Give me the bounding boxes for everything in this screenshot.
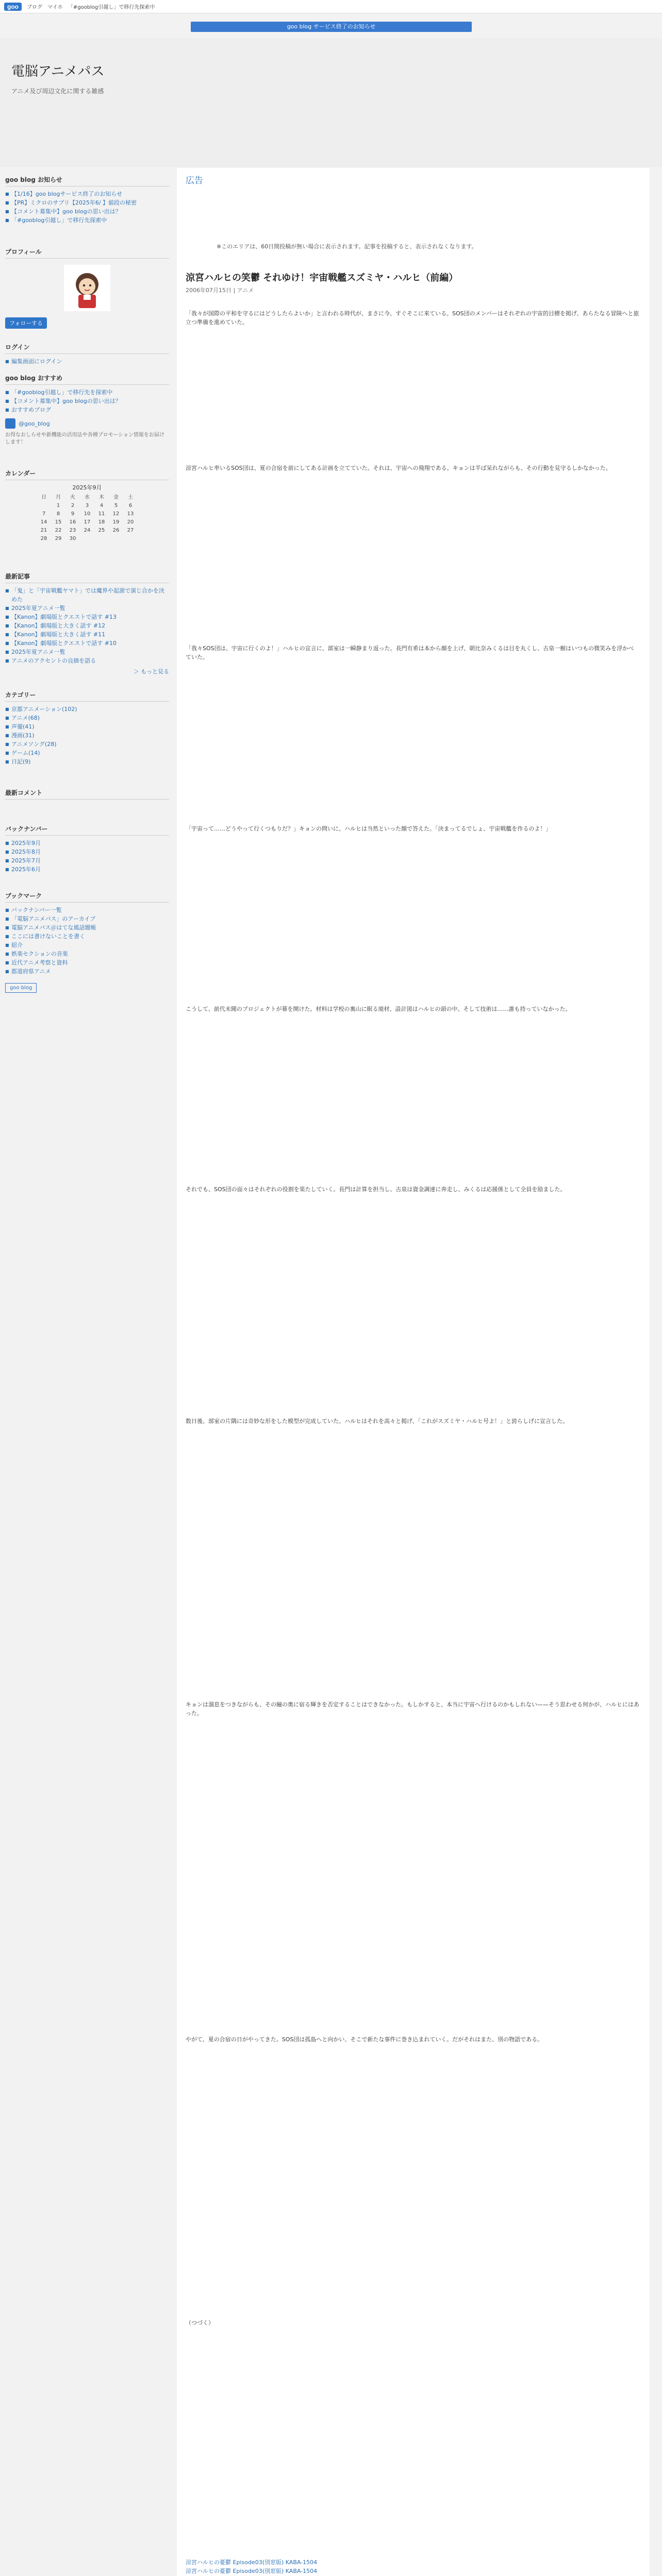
bookmark-section — [5, 889, 169, 993]
calendar-day[interactable]: 13 — [127, 511, 134, 517]
goo-blog-badge-label: goo blog — [10, 985, 32, 991]
calendar-day[interactable]: 28 — [40, 536, 47, 541]
calendar-day[interactable]: 10 — [84, 511, 91, 517]
backnumber-item[interactable]: ■ 2025年7月 — [5, 856, 169, 865]
calendar-day[interactable]: 14 — [40, 519, 47, 525]
post-paragraph: それでも、SOS団の面々はそれぞれの役割を果たしていく。長門は計算を担当し、古泉は資金調達に奔走し、みくるは応援係として全員を励ました。 — [186, 1186, 566, 1193]
ad-label: 広告 — [186, 176, 203, 186]
toplink-blog[interactable]: ブログ — [27, 5, 42, 10]
recommend-item[interactable]: ■ 【コメント募集中】goo blogの思い出は？ — [5, 397, 169, 405]
backnumber-section — [5, 822, 169, 874]
calendar-month: 2025年9月 — [72, 484, 102, 491]
recent-heading: 最新記事 — [5, 570, 169, 583]
ad-note: ※このエリアは、60日間投稿が無い場合に表示されます。記事を投稿すると、表示されなくなります。 — [217, 243, 477, 250]
calendar-weekday: 日 — [41, 495, 46, 500]
category-heading: カテゴリー — [5, 688, 169, 702]
calendar-day[interactable]: 5 — [114, 503, 118, 509]
recent-item[interactable]: ■ 【Kanon】劇場版と大きく話す #11 — [5, 630, 169, 639]
calendar-weekday: 月 — [56, 495, 61, 500]
login-heading: ログイン — [5, 341, 169, 354]
recent-more-link[interactable]: ＞ もっと見る — [133, 668, 169, 675]
notice-item[interactable]: ■ 「#gooblog引越し」で移行先探索中 — [5, 216, 169, 225]
video-link[interactable]: 涼宮ハルヒの憂鬱 Episode03(別窓版) KABA-1504 — [186, 2559, 318, 2566]
post-paragraph: （つづく） — [186, 2319, 214, 2326]
recent-item[interactable]: ■ 【Kanon】劇場版とクエストで話す #10 — [5, 639, 169, 648]
backnumber-item[interactable]: ■ 2025年8月 — [5, 848, 169, 856]
calendar-day[interactable]: 8 — [56, 511, 60, 517]
official-account[interactable] — [5, 418, 169, 429]
category-item[interactable]: ■ ゲーム(14) — [5, 749, 169, 757]
toplink-myhome[interactable]: マイホ — [47, 5, 63, 10]
post-title[interactable]: 涼宮ハルヒの笑鬱 それゆけ！宇宙戦艦スズミヤ・ハルヒ（前編） — [186, 273, 458, 283]
backnumber-heading: バックナンバー — [5, 822, 169, 836]
bookmark-heading: ブックマーク — [5, 889, 169, 903]
avatar[interactable] — [64, 265, 110, 311]
post-paragraph: 「宇宙って……どうやって行くつもりだ？」キョンの問いに、ハルヒは当然といった顔で答えた。「決まってるでしょ、宇宙戦艦を作るのよ！」 — [186, 825, 552, 832]
bookmark-item[interactable]: ■ バックナンバー一覧 — [5, 906, 169, 914]
calendar-weekday: 水 — [85, 495, 90, 500]
bookmark-item[interactable]: ■ 電脳アニメパス＠はてな風話題帳 — [5, 923, 169, 932]
calendar-day[interactable]: 27 — [127, 528, 134, 533]
recommend-heading: goo blog おすすめ — [5, 371, 169, 385]
calendar-day — [109, 535, 123, 543]
calendar-day[interactable]: 21 — [40, 528, 47, 533]
calendar-weekday: 木 — [99, 495, 104, 500]
goo-logo[interactable]: goo — [4, 3, 22, 11]
calendar-table — [37, 494, 138, 543]
calendar-day[interactable]: 17 — [84, 519, 91, 525]
bookmark-item[interactable]: ■ ここには書けないことを書く — [5, 932, 169, 941]
bookmark-item[interactable]: ■ 紹介 — [5, 941, 169, 950]
calendar-day[interactable]: 1 — [56, 503, 60, 509]
post-date: 2006年07月15日 | アニメ — [186, 287, 254, 294]
category-item[interactable]: ■ 声優(41) — [5, 722, 169, 731]
category-item[interactable]: ■ 日記(9) — [5, 757, 169, 766]
calendar-heading: カレンダー — [5, 467, 169, 480]
notice-item[interactable]: ■ 【コメント募集中】goo blogの思い出は？ — [5, 207, 169, 216]
calendar-day[interactable]: 7 — [42, 511, 46, 517]
goo-blog-icon — [5, 418, 15, 429]
calendar-day — [37, 502, 51, 510]
post-paragraph: 「我々SOS団は、宇宙に行くのよ！」ハルヒの宣言に、部室は一瞬静まり返った。長門有希は本から顔を上げ、朝比奈みくるは目を丸くし、古泉一樹はいつもの微笑みを浮かべていた。 — [186, 645, 634, 660]
recent-item[interactable]: ■ 【Kanon】劇場版とクエストで話す #13 — [5, 613, 169, 621]
calendar-day[interactable]: 16 — [69, 519, 76, 525]
calendar-day[interactable]: 26 — [112, 528, 120, 533]
post-paragraph: 「我々が国際の平和を守るにはどうしたらよいか」と言われる時代が、まさに今、すぐそこに来ている。SOS団のメンバーはそれぞれの宇宙的目標を掲げ、あらたなる冒険へと旅立つ準備を進めていた。 — [186, 310, 639, 326]
follow-button[interactable]: フォローする — [5, 317, 47, 329]
login-link[interactable]: ■ 編集画面にログイン — [5, 357, 169, 366]
post-paragraph: 涼宮ハルヒ率いるSOS団は、夏の合宿を前にしてある計画を立てていた。それは、宇宙への飛翔である。キョンは半ば呆れながらも、その行動を見守るしかなかった。 — [186, 465, 611, 471]
calendar-day[interactable]: 11 — [98, 511, 105, 517]
comment-heading: 最新コメント — [5, 786, 169, 800]
calendar-day[interactable]: 12 — [112, 511, 120, 517]
category-item[interactable]: ■ 京都アニメーション(102) — [5, 705, 169, 714]
calendar-weekday: 金 — [113, 495, 119, 500]
calendar-day[interactable]: 6 — [128, 503, 133, 509]
calendar-day[interactable]: 23 — [69, 528, 76, 533]
goo-blog-badge[interactable] — [5, 983, 37, 993]
calendar-day[interactable]: 30 — [69, 536, 76, 541]
recent-item[interactable]: ■ 2025年夏アニメ一覧 — [5, 604, 169, 613]
notice-item[interactable]: ■ 【1/16】goo blogサービス終了のお知らせ — [5, 190, 169, 198]
calendar-day[interactable]: 24 — [84, 528, 91, 533]
calendar-day[interactable]: 25 — [98, 528, 105, 533]
recent-item[interactable]: ■ 【Kanon】劇場版と大きく話す #12 — [5, 621, 169, 630]
comment-section — [5, 786, 169, 803]
category-section — [5, 688, 169, 766]
top-navigation-bar — [0, 0, 662, 13]
calendar-day[interactable]: 20 — [127, 519, 134, 525]
calendar-week-row — [37, 527, 138, 535]
calendar-day — [80, 535, 94, 543]
video-link-secondary[interactable]: 涼宮ハルヒの憂鬱 Episode03(別窓版) KABA-1504 — [186, 2568, 318, 2574]
calendar-day[interactable]: 2 — [71, 503, 75, 509]
backnumber-item[interactable]: ■ 2025年9月 — [5, 839, 169, 848]
blog-description: アニメ及び周辺文化に関する雑感 — [11, 88, 104, 95]
recent-section — [5, 570, 169, 675]
post-paragraph: こうして、前代未聞のプロジェクトが幕を開けた。材料は学校の裏山に眠る廃材、設計図はハルヒの頭の中、そして技術は……誰も持っていなかった。 — [186, 1006, 571, 1012]
calendar-week-row — [37, 510, 138, 518]
calendar-day — [94, 535, 109, 543]
calendar-week-row — [37, 535, 138, 543]
bookmark-item[interactable]: ■ 娯楽セクションの音楽 — [5, 950, 169, 958]
official-account-label[interactable]: @goo_blog — [19, 420, 50, 427]
calendar-day[interactable]: 18 — [98, 519, 105, 525]
calendar-day[interactable]: 29 — [55, 536, 62, 541]
calendar-weekday: 土 — [128, 495, 133, 500]
notice-item[interactable]: ■ 【PR】ミクロのサプリ【2025年6/ 】値段の秘密 — [5, 198, 169, 207]
calendar-day[interactable]: 4 — [100, 503, 104, 509]
calendar-day[interactable]: 3 — [85, 503, 89, 509]
calendar-week-row — [37, 502, 138, 510]
official-note: お得なおしらせや新機能の活用法や各種プロモーション情報をお届けします！ — [5, 432, 164, 445]
blog-title[interactable]: 電脳アニメパス — [11, 63, 105, 79]
calendar-day[interactable]: 22 — [55, 528, 62, 533]
recent-item[interactable]: ■ 「鬼」と「宇宙戦艦ヤマト」では魔界や起源で演じ合かを決めた — [5, 586, 169, 604]
recent-item[interactable]: ■ 2025年夏アニメ一覧 — [5, 648, 169, 656]
calendar-day[interactable]: 15 — [55, 519, 62, 525]
blog-header — [0, 38, 662, 167]
notice-section — [5, 173, 169, 225]
calendar-section — [5, 467, 169, 543]
calendar-week-row — [37, 518, 138, 527]
sidebar — [0, 168, 175, 1420]
calendar-weekday: 火 — [70, 495, 75, 500]
profile-heading: プロフィール — [5, 245, 169, 259]
bookmark-item[interactable]: ■ 近代アニメ考察と資料 — [5, 958, 169, 967]
toplink-migration[interactable]: 「#gooblog引越し」で移行先探索中 — [68, 5, 155, 10]
recent-item[interactable]: ■ アニメのアクセントの良価を語る — [5, 656, 169, 665]
post-paragraph: 数日後、部室の片隅には奇妙な形をした模型が完成していた。ハルヒはそれを高々と掲げ、「これがスズミヤ・ハルヒ号よ！」と誇らしげに宣言した。 — [186, 1418, 569, 1425]
recommend-section — [5, 371, 169, 446]
category-item[interactable]: ■ アニメソング(28) — [5, 740, 169, 749]
calendar-day — [123, 535, 138, 543]
bookmark-item[interactable]: ■ 都道府県アニメ — [5, 967, 169, 976]
calendar-weekdays — [37, 494, 138, 502]
post-paragraph: キョンは溜息をつきながらも、その瞳の奥に宿る輝きを否定することはできなかった。もしかすると、本当に宇宙へ行けるのかもしれない——そう思わせる何かが、ハルヒにはあった。 — [186, 1701, 639, 1717]
service-end-banner[interactable]: goo blog サービス終了のお知らせ — [191, 22, 472, 32]
calendar-day[interactable]: 9 — [71, 511, 75, 517]
category-item[interactable]: ■ 漫画(31) — [5, 731, 169, 740]
calendar-day[interactable]: 19 — [112, 519, 120, 525]
category-item[interactable]: ■ アニメ(68) — [5, 714, 169, 722]
notice-heading: goo blog お知らせ — [5, 173, 169, 187]
recommend-item[interactable]: ■ おすすめブログ — [5, 405, 169, 414]
post-paragraph: やがて、夏の合宿の日がやってきた。SOS団は孤島へと向かい、そこで新たな事件に巻き込まれていく。だがそれはまた、別の物語である。 — [186, 2036, 543, 2043]
recommend-item[interactable]: ■ 「#gooblog引越し」で移行先を探索中 — [5, 388, 169, 397]
bookmark-item[interactable]: ■ 「電脳アニメパス」のアーカイブ — [5, 914, 169, 923]
login-section — [5, 341, 169, 366]
profile-section — [5, 245, 169, 329]
backnumber-item[interactable]: ■ 2025年6月 — [5, 865, 169, 874]
